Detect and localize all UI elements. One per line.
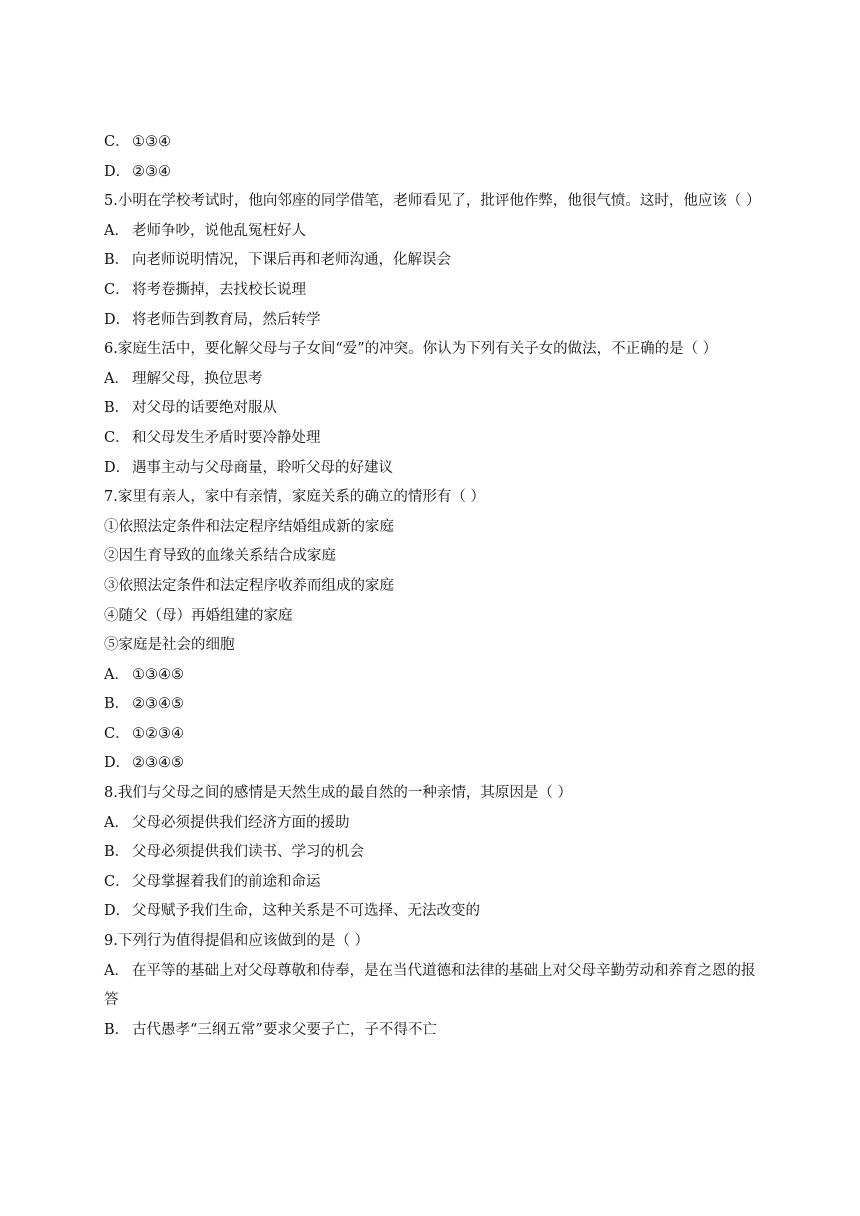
q8-stem: 8.我们与父母之间的感情是天然生成的最自然的一种亲情，其原因是（ ） [104,785,572,802]
q6-stem: 6.家庭生活中，要化解父母与子女间“爱”的冲突。你认为下列有关子女的做法，不正确的是（ ） [104,341,718,358]
q8-option-a: A． 父母必须提供我们经济方面的援助 [104,814,350,831]
q6-option-d: D． 遇事主动与父母商量，聆听父母的好建议 [104,459,393,476]
q7-option-d: D． ②③④⑤ [104,755,184,772]
q7-statement-1: ①依照法定条件和法定程序结婚组成新的家庭 [104,518,394,535]
q7-statement-2: ②因生育导致的血缘关系结合成家庭 [104,548,336,565]
q5-option-a: A． 老师争吵，说他乱冤枉好人 [104,222,306,239]
q7-option-c: C． ①②③④ [104,725,184,742]
q5-stem: 5.小明在学校考试时，他向邻座的同学借笔，老师看见了，批评他作弊，他很气愤。这时，他应该（ ） [104,193,761,210]
q6-option-a: A． 理解父母，换位思考 [104,370,263,387]
q4-option-d: D． ②③④ [104,163,171,180]
q8-option-d: D． 父母赋予我们生命，这种关系是不可选择、无法改变的 [104,903,480,920]
q7-statement-4: ④随父（母）再婚组建的家庭 [104,607,293,624]
q5-option-c: C． 将考卷撕掉，去找校长说理 [104,281,306,298]
q7-stem: 7.家里有亲人，家中有亲情，家庭关系的确立的情形有（ ） [104,489,485,506]
q9-option-a: A． 在平等的基础上对父母尊敬和侍奉，是在当代道德和法律的基础上对父母辛勤劳动和养育之恩的报答 [104,962,756,1009]
q7-option-b: B． ②③④⑤ [104,696,184,713]
question-list [104,128,760,1045]
q6-option-b: B． 对父母的话要绝对服从 [104,400,277,417]
q8-option-c: C． 父母掌握着我们的前途和命运 [104,873,321,890]
q8-option-b: B． 父母必须提供我们读书、学习的机会 [104,844,364,861]
q9-option-b: B． 古代愚孝“三纲五常”要求父要子亡，子不得不亡 [104,1021,437,1038]
q7-statement-5: ⑤家庭是社会的细胞 [104,637,235,654]
q7-option-a: A． ①③④⑤ [104,666,184,683]
q9-stem: 9.下列行为值得提倡和应该做到的是（ ） [104,933,369,950]
q7-statement-3: ③依照法定条件和法定程序收养而组成的家庭 [104,577,394,594]
q5-option-d: D． 将老师告到教育局，然后转学 [104,311,321,328]
q6-option-c: C． 和父母发生矛盾时要冷静处理 [104,429,321,446]
q5-option-b: B． 向老师说明情况，下课后再和老师沟通，化解误会 [104,252,451,269]
q4-option-c: C． ①③④ [104,134,171,150]
